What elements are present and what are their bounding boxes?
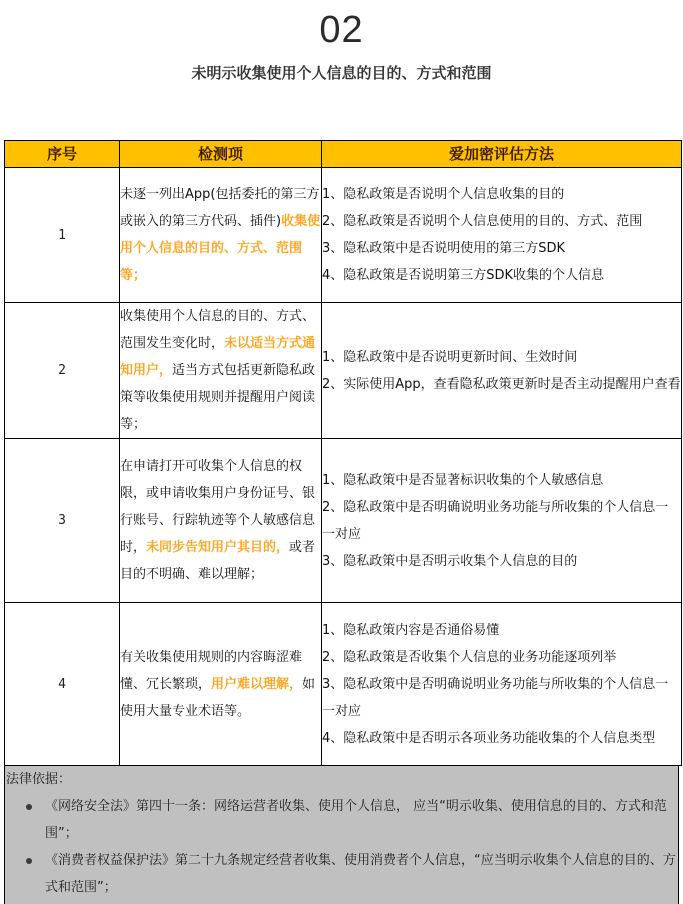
row-index: 1 xyxy=(5,168,120,303)
evaluation-method xyxy=(322,439,682,603)
item-text: 或者目的不明确、难以理解； xyxy=(120,540,316,582)
item-highlight-text: 未以适当方式通知用户， xyxy=(120,336,316,378)
row-index: 2 xyxy=(5,303,120,439)
evaluation-method xyxy=(322,168,682,303)
legal-basis-item xyxy=(5,847,680,901)
method-line: 3、隐私政策中是否明示收集个人信息的目的 xyxy=(322,553,578,569)
method-line: 1、隐私政策内容是否通俗易懂 xyxy=(322,622,500,638)
method-line: 1、隐私政策是否说明个人信息收集的目的 xyxy=(322,187,565,202)
legal-basis-title: 法律依据： xyxy=(6,772,72,787)
item-text: 适当方式包括更新隐私政策等收集使用规则并提醒用户阅读等； xyxy=(120,363,316,432)
column-header-item: 检测项 xyxy=(120,141,322,168)
row-index: 4 xyxy=(5,603,120,766)
detection-item xyxy=(120,603,322,766)
detection-item xyxy=(120,439,322,603)
evaluation-method xyxy=(322,303,682,439)
evaluation-method xyxy=(322,603,682,766)
method-line: 2、隐私政策是否说明个人信息使用的目的、方式、范围 xyxy=(322,214,643,229)
item-text: 未逐一列出App(包括委托的第三方或嵌入的第三方代码、插件) xyxy=(120,187,320,229)
legal-basis-section xyxy=(4,765,679,904)
bullet-icon xyxy=(26,804,32,810)
table-row xyxy=(5,603,682,766)
section-number: 02 xyxy=(319,9,364,51)
method-line: 2、实际使用App，查看隐私政策更新时是否主动提醒用户查看 xyxy=(322,376,681,392)
section-title: 未明示收集使用个人信息的目的、方式和范围 xyxy=(191,64,492,82)
item-text: 收集使用个人信息的目的、方式、范围发生变化时， xyxy=(120,309,316,351)
row-index: 3 xyxy=(5,439,120,603)
legal-basis-text: 《网络安全法》第四十一条：网络运营者收集、使用个人信息， 应当“明示收集、使用信息的目的、方式和范围”； xyxy=(45,799,667,841)
column-header-index: 序号 xyxy=(5,141,120,168)
column-header-method: 爱加密评估方法 xyxy=(322,141,682,168)
method-line: 3、隐私政策中是否说明使用的第三方SDK xyxy=(322,241,566,256)
legal-basis-list xyxy=(5,793,680,901)
table-header-row xyxy=(5,141,682,168)
legal-basis-item xyxy=(5,793,680,847)
table-row xyxy=(5,439,682,603)
item-text: 在申请打开可收集个人信息的权限，或申请收集用户身份证号、银行账号、行踪轨迹等个人敏感信息时， xyxy=(120,459,316,555)
method-line: 4、隐私政策是否说明第三方SDK收集的个人信息 xyxy=(322,268,605,283)
item-text: 如使用大量专业术语等。 xyxy=(120,676,316,719)
detection-item xyxy=(120,168,322,303)
method-line: 3、隐私政策中是否明确说明业务功能与所收集的个人信息一一对应 xyxy=(322,676,669,719)
method-line: 1、隐私政策中是否显著标识收集的个人敏感信息 xyxy=(322,472,604,488)
method-line: 1、隐私政策中是否说明更新时间、生效时间 xyxy=(322,349,578,365)
method-line: 4、隐私政策中是否明示各项业务功能收集的个人信息类型 xyxy=(322,730,656,746)
detection-item xyxy=(120,303,322,439)
legal-basis-text: 《消费者权益保护法》第二十九条规定经营者收集、使用消费者个人信息，“应当明示收集个人信息的目的、方式和范围”； xyxy=(45,853,676,895)
method-line: 2、隐私政策中是否明确说明业务功能与所收集的个人信息一一对应 xyxy=(322,499,669,542)
table-row xyxy=(5,168,682,303)
item-text: 有关收集使用规则的内容晦涩难懂、冗长繁琐， xyxy=(120,649,303,692)
item-highlight-text: 收集使用个人信息的目的、方式、范围等； xyxy=(120,214,321,283)
bullet-icon xyxy=(26,858,32,864)
item-highlight-text: 用户难以理解， xyxy=(211,676,303,692)
item-highlight-text: 未同步告知用户其目的， xyxy=(146,540,290,555)
table-row xyxy=(5,303,682,439)
evaluation-table xyxy=(4,140,682,766)
method-line: 2、隐私政策是否收集个人信息的业务功能逐项列举 xyxy=(322,649,617,665)
